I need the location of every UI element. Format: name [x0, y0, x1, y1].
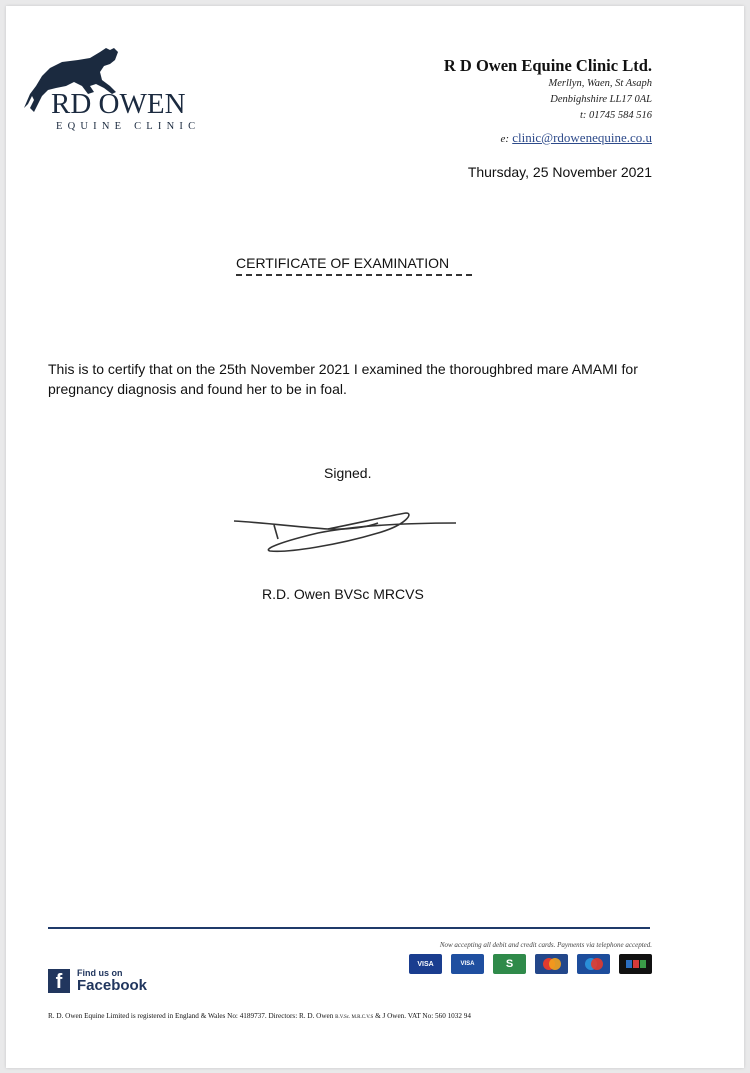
legal-text-start: R. D. Owen Equine Limited is registered in England & Wales No: 4189737. Directors: R. D. Owen	[48, 1012, 334, 1020]
visa-electron-card-icon: VISA	[451, 954, 484, 974]
solo-card-icon: S	[493, 954, 526, 974]
legal-text-end: & J Owen. VAT No: 560 1032 94	[375, 1012, 471, 1020]
legal-qualifications: B.V.Sc. M.R.C.V.S	[335, 1015, 374, 1020]
phone-number: t: 01745 584 516	[579, 110, 652, 121]
signer-name: R.D. Owen BVSc MRCVS	[262, 586, 424, 602]
footer-rule	[48, 927, 650, 929]
title-underline	[236, 274, 472, 276]
legal-footer	[48, 1012, 471, 1020]
email-row	[444, 130, 652, 146]
mastercard-card-icon	[535, 954, 568, 974]
email-label: e:	[500, 133, 509, 145]
payment-cards	[409, 954, 652, 974]
email-link[interactable]: clinic@rdowenequine.co.u	[512, 130, 652, 145]
certificate-body: This is to certify that on the 25th November 2021 I examined the thoroughbred mare AMAMI for pregnancy diagnosis and found her to be in foal.	[48, 361, 638, 397]
facebook-badge[interactable]	[48, 968, 147, 994]
facebook-line-1: Find us on	[77, 968, 123, 978]
facebook-line-2: Facebook	[77, 977, 148, 994]
address-line-1: Merllyn, Waen, St Asaph	[548, 78, 652, 89]
visa-card-icon: VISA	[409, 954, 442, 974]
certificate-page	[6, 6, 744, 1068]
certificate-title: CERTIFICATE OF EXAMINATION	[236, 255, 450, 271]
facebook-icon: f	[48, 969, 70, 993]
jcb-card-icon	[619, 954, 652, 974]
clinic-logo	[20, 42, 210, 137]
letterhead	[444, 56, 652, 146]
maestro-card-icon	[577, 954, 610, 974]
handwritten-signature	[228, 503, 458, 559]
letter-date: Thursday, 25 November 2021	[467, 164, 652, 180]
logo-subtitle: EQUINE CLINIC	[56, 121, 201, 132]
address-line-2: Denbighshire LL17 0AL	[550, 94, 652, 105]
payments-note: Now accepting all debit and credit cards. Payments via telephone accepted.	[439, 941, 652, 949]
logo-name: RD OWEN	[51, 88, 186, 120]
facebook-text	[77, 968, 147, 994]
signed-label: Signed.	[324, 465, 372, 481]
company-name: R D Owen Equine Clinic Ltd.	[443, 56, 652, 75]
